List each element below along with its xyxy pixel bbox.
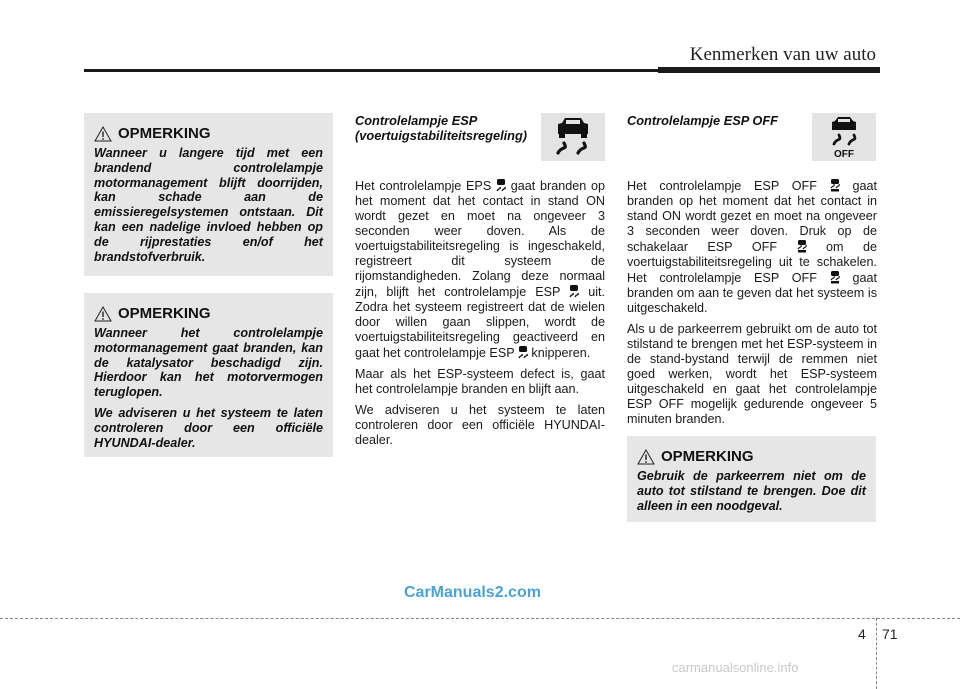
esp-off-title: Controlelampje ESP OFF [627, 113, 778, 128]
esp-text-a: Het controlelampje EPS [355, 179, 492, 193]
note-label: OPMERKING [118, 125, 211, 142]
esp-title-line2: (voertuigstabiliteitsregeling) [355, 128, 528, 143]
esp-icon [496, 178, 506, 192]
esp-icon [518, 345, 528, 359]
esp-off-paragraph-2: Als u de parkeerrem gebruikt om de auto tot stilstand te brengen met het ESP-systeem in de stand-bystand terwijl de remmen niet goed werken, wordt het ESP-systeem uitgeschakeld en gaat het controlelampje ESP OFF mogelijk gedurende ongeveer 5 minuten branden. [627, 322, 877, 426]
warning-icon [94, 306, 112, 322]
esp-off-icon [830, 270, 840, 284]
esp-title-line1: Controlelampje ESP [355, 113, 478, 128]
esp-paragraph-2: Maar als het ESP-systeem defect is, gaat het controlelampje branden en blijft aan. [355, 367, 605, 396]
esp-off-text-d: gaat branden om aan te geven dat het systeem is uitgeschakeld. [627, 271, 877, 315]
footer-site-watermark: carmanualsonline.info [672, 660, 799, 675]
esp-text-d: knipperen. [531, 346, 591, 360]
note-label: OPMERKING [661, 448, 754, 465]
esp-paragraph-1 [355, 178, 605, 361]
page-number: 71 [882, 626, 898, 642]
esp-section [355, 113, 605, 454]
esp-off-text-b: gaat branden op het moment dat het contact in stand ON wordt gezet en moet na ongeveer 3 seconden weer doven. Druk op de schakelaar ESP OFF [627, 179, 877, 254]
footer-rule [0, 618, 960, 619]
esp-off-text-c: om de voertuigstabiliteitsregeling uit te schakelen. Het controlelampje ESP OFF [627, 240, 877, 285]
chapter-number: 4 [858, 626, 866, 642]
footer-divider [876, 618, 877, 689]
esp-off-paragraph-1 [627, 178, 877, 316]
note-box-parking-brake [627, 436, 876, 522]
note-box-catalyst [84, 293, 333, 457]
note-text: Gebruik de parkeerrem niet om de auto tot stilstand te brengen. Doe dit alleen in een noodgeval. [637, 469, 866, 513]
esp-off-section [627, 113, 877, 433]
note-label: OPMERKING [118, 305, 211, 322]
esp-icon [569, 284, 579, 298]
esp-off-icon [797, 239, 807, 253]
note-text: Wanneer u langere tijd met een brandend controlelampje motormanagement blijft doorrijden, kan schade aan de emissieregelsystemen ontstaan. Dit kan een nadelige invloed hebben op de rijprestaties en/of het brandstofverbruik. [94, 146, 323, 264]
warning-icon [94, 126, 112, 142]
page-header-title: Kenmerken van uw auto [689, 44, 876, 65]
note-text: We adviseren u het systeem te laten controleren door een officiële HYUNDAI-dealer. [94, 405, 323, 450]
esp-paragraph-3: We adviseren u het systeem te laten controleren door een officiële HYUNDAI-dealer. [355, 403, 605, 447]
warning-icon [637, 449, 655, 465]
note-box-engine [84, 113, 333, 276]
watermark-link[interactable]: CarManuals2.com [404, 584, 541, 601]
esp-off-icon [830, 178, 840, 192]
off-label: OFF [834, 149, 854, 160]
esp-off-text-a: Het controlelampje ESP OFF [627, 179, 817, 193]
esp-text-c: uit. Zodra het systeem registreert dat de wielen door willen gaan slippen, wordt de voertuigstabiliteitsregeling geactiveerd en gaat het controlelampje ESP [355, 285, 606, 360]
esp-text-b: gaat branden op het moment dat het contact in stand ON wordt gezet en moet na ongeveer 3 seconden weer doven. Als de voertuigstabiliteitsregeling is ingeschakeld, registreert dit systeem de rijomstandigheden. Zolang deze normaal zijn, blijft het controlelampje ESP [355, 179, 606, 299]
note-text: Wanneer het controlelampje motormanagement gaat branden, kan de katalysator beschadigd zijn. Hierdoor kan het motorvermogen teruglopen. [94, 326, 323, 400]
header-rule-accent [658, 67, 880, 73]
